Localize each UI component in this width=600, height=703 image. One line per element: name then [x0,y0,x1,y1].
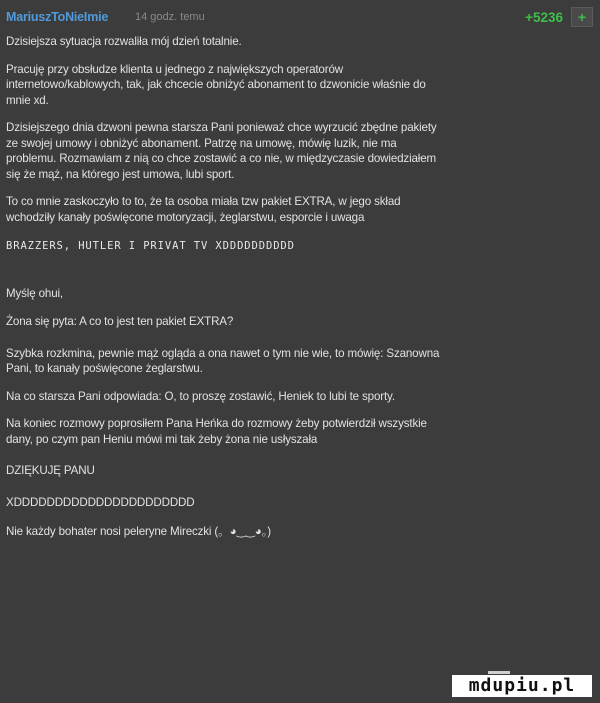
paragraph: Dzisiejszego dnia dzwoni pewna starsza Pani ponieważ chce wyrzucić zbędne pakiety ze swojej umowy i obniżyć abonament. Patrzę na umowę, mówię luzik, nie ma problemu. Rozmawiam z nią co chce zostawić a co nie, w międzyczasie dowiedziałem się że mąż, na którego jest umowa, lubi sport. [6,121,437,181]
monospace-paragraph: BRAZZERS, HUTLER I PRIVAT TV XDDDDDDDDDD [6,240,295,252]
post-header [5,6,595,30]
vote-count: +5236 [525,10,563,25]
post-body [6,34,576,540]
paragraph: Myślę ohui, [6,286,63,300]
paragraph: Na koniec rozmowy poprosiłem Pana Heńka do rozmowy żeby potwierdził wszystkie dany, po czym pan Heniu mówi mi tak żeby żona nie usłyszała [6,417,427,446]
post-timestamp[interactable]: 14 godz. temu [135,11,205,23]
watermark-accent [488,671,510,674]
paragraph: Nie każdy bohater nosi peleryne Mireczki (。◕‿‿◕。) [6,525,271,538]
paragraph: To co mnie zaskoczyło to to, że ta osoba miała tzw pakiet EXTRA, w jego skład wchodziły kanały poświęcone motoryzacji, żeglarstwu, esporcie i uwaga [6,195,401,224]
paragraph: XDDDDDDDDDDDDDDDDDDDDDD [6,495,195,509]
paragraph: Żona się pyta: A co to jest ten pakiet EXTRA? [6,315,234,328]
paragraph: Na co starsza Pani odpowiada: O, to proszę zostawić, Heniek to lubi te sporty. [6,389,395,403]
author-name[interactable]: MariuszToNieImie [6,10,109,24]
paragraph: Pracuję przy obsłudze klienta u jednego z największych operatorów internetowo/kablowych, tak, jak chcecie obniżyć abonament to dzwonicie właśnie do mnie xd. [6,62,426,107]
paragraph: Dzisiejsza sytuacja rozwaliła mój dzień totalnie. [6,35,242,48]
upvote-button[interactable] [571,7,593,27]
site-watermark: mdupiu.pl [452,675,592,697]
plus-icon: + [577,9,587,25]
paragraph: Szybka rozkmina, pewnie mąż ogląda a ona nawet o tym nie wie, to mówię: Szanowna Pani, to kanały poświęcone żeglarstwu. [6,346,440,375]
paragraph: DZIĘKUJĘ PANU [6,464,95,477]
